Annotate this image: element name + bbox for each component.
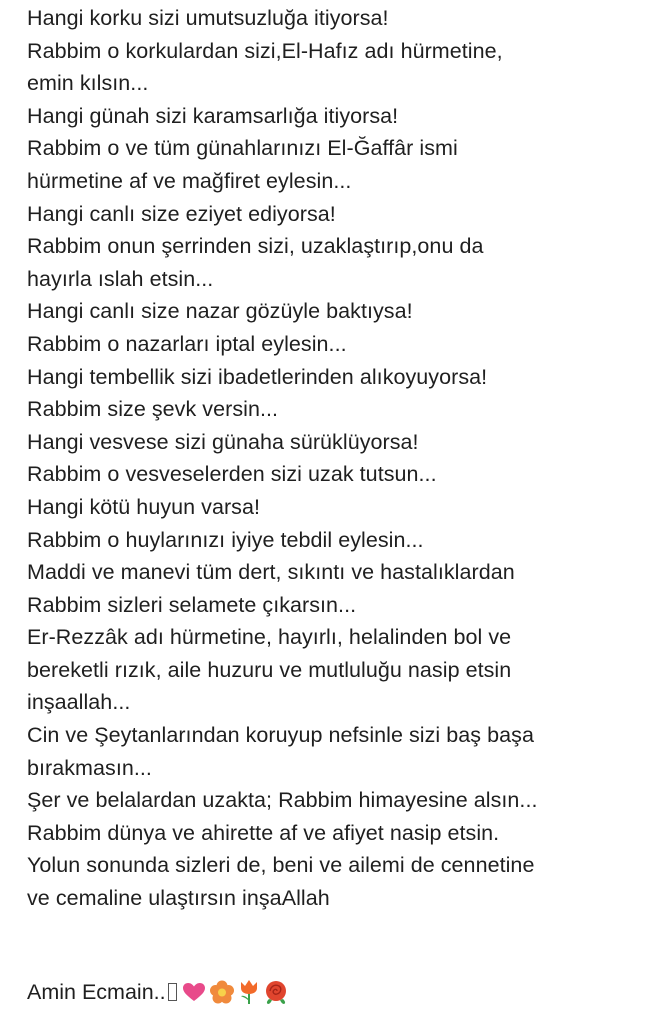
- closing-text: Amin Ecmain..: [27, 980, 166, 1004]
- post-line: Hangi tembellik sizi ibadetlerinden alıkoyuyorsa!: [27, 364, 488, 389]
- post-line: Rabbim sizleri selamete çıkarsın...: [27, 592, 357, 617]
- post-line: bereketli rızık, aile huzuru ve mutluluğu nasip etsin: [27, 657, 512, 682]
- post-line: hürmetine af ve mağfiret eylesin...: [27, 168, 352, 193]
- post-line: bırakmasın...: [27, 755, 152, 780]
- post-line: emin kılsın...: [27, 71, 149, 96]
- blossom-icon: [209, 980, 235, 1004]
- rose-icon: [263, 979, 289, 1005]
- post-line: Rabbim onun şerrinden sizi, uzaklaştırıp,onu da: [27, 234, 484, 259]
- post-line: Rabbim o vesveselerden sizi uzak tutsun...: [27, 462, 437, 487]
- tulip-icon: [238, 979, 260, 1005]
- post-line: Hangi canlı size eziyet ediyorsa!: [27, 201, 336, 226]
- post-line: inşaallah...: [27, 690, 131, 715]
- post-line: Hangi kötü huyun varsa!: [27, 494, 261, 519]
- emoji-row: [168, 979, 289, 1005]
- post-line: Rabbim o ve tüm günahlarınızı El-Ğaffâr ismi: [27, 136, 458, 161]
- post-line: Şer ve belalardan uzakta; Rabbim himayesine alsın...: [27, 788, 538, 813]
- post-line: ve cemaline ulaştırsın inşaAllah: [27, 886, 330, 911]
- post-line: Hangi canlı size nazar gözüyle baktıysa!: [27, 299, 413, 324]
- closing-line: [27, 976, 289, 1008]
- post-line: Hangi vesvese sizi günaha sürüklüyorsa!: [27, 429, 419, 454]
- post-line: Er-Rezzâk adı hürmetine, hayırlı, helalinden bol ve: [27, 625, 512, 650]
- post-line: Rabbim size şevk versin...: [27, 397, 279, 422]
- heart-icon: [182, 982, 206, 1002]
- post-line: Hangi günah sizi karamsarlığa itiyorsa!: [27, 103, 399, 128]
- post-line: Yolun sonunda sizleri de, beni ve ailemi de cennetine: [27, 853, 535, 878]
- missing-glyph-icon: [168, 983, 177, 1001]
- post-line: Rabbim o nazarları iptal eylesin...: [27, 331, 347, 356]
- post-body: [27, 0, 637, 915]
- post-line: Rabbim o huylarınızı iyiye tebdil eylesin...: [27, 527, 424, 552]
- post-line: Rabbim o korkulardan sizi,El-Hafız adı hürmetine,: [27, 38, 503, 63]
- post-line: Rabbim dünya ve ahirette af ve afiyet nasip etsin.: [27, 820, 500, 845]
- post-line: Maddi ve manevi tüm dert, sıkıntı ve hastalıklardan: [27, 560, 515, 585]
- post-line: Cin ve Şeytanlarından koruyup nefsinle sizi baş başa: [27, 723, 534, 748]
- post-line: hayırla ıslah etsin...: [27, 266, 214, 291]
- post-line: Hangi korku sizi umutsuzluğa itiyorsa!: [27, 6, 389, 30]
